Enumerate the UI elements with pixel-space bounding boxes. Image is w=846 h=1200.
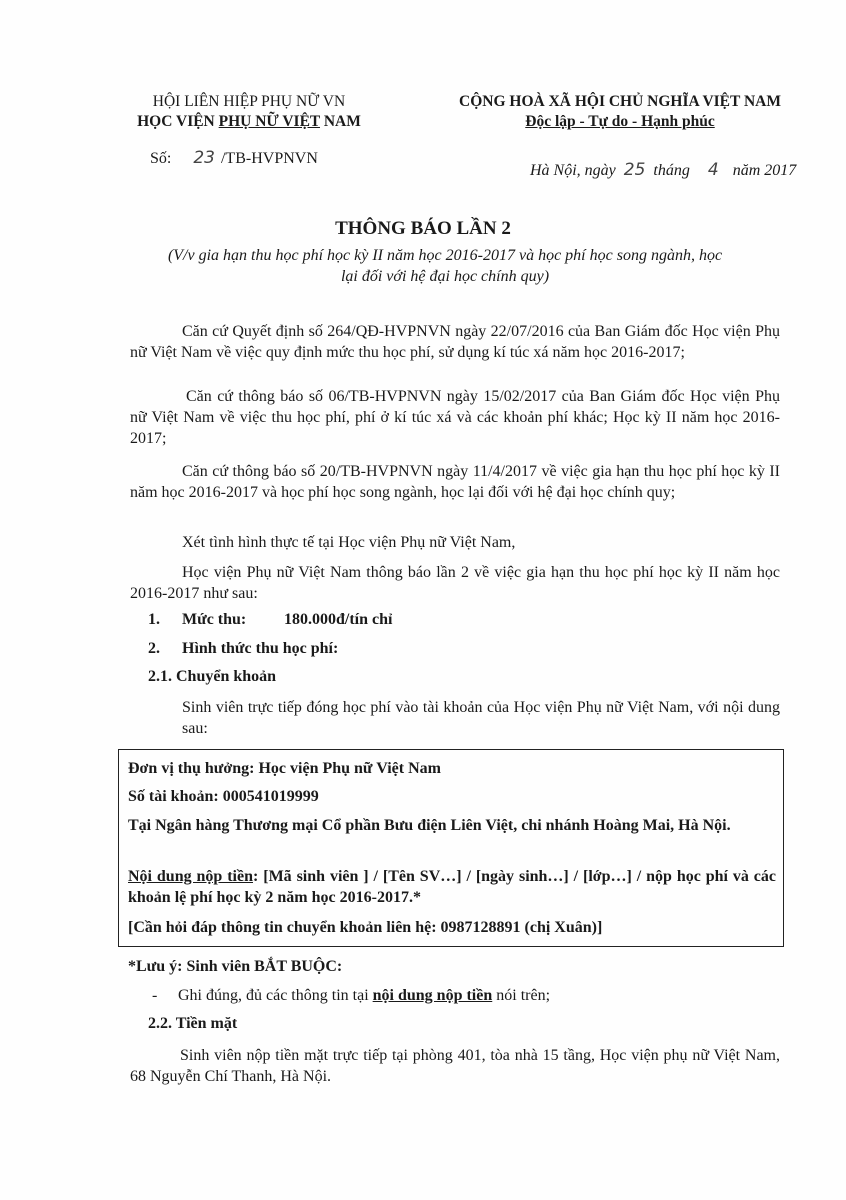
national-motto: Độc lập - Tự do - Hạnh phúc — [525, 113, 715, 130]
note-bullet: - Ghi đúng, đủ các thông tin tại nội dung nộp tiền nói trên; — [152, 987, 551, 1004]
page-subtitle: (V/v gia hạn thu học phí học kỳ II năm học 2016-2017 và học phí học song ngành, học lại đối với hệ đại học chính quy) — [167, 247, 723, 285]
paragraph-announcement: Học viện Phụ nữ Việt Nam thông báo lần 2 về việc gia hạn thu học phí học kỳ II năm học 2016-2017 như sau: — [130, 564, 780, 602]
country-name: CỘNG HOÀ XÃ HỘI CHỦ NGHĨA VIỆT NAM — [459, 93, 781, 110]
item-fee-rate: 1. Mức thu: 180.000đ/tín chỉ — [148, 611, 393, 628]
note-title: *Lưu ý: Sinh viên BẮT BUỘC: — [128, 958, 343, 975]
document-number: Số: 23 /TB-HVPNVN — [150, 148, 318, 168]
paragraph-legal-basis-2: Căn cứ thông báo số 06/TB-HVPNVN ngày 15/02/2017 của Ban Giám đốc Học viện Phụ nữ Việt Nam về việc thu học phí, phí ở kí túc xá và các khoản phí khác; Học kỳ II năm học 2016-2017; — [130, 388, 780, 447]
contact-line: [Cần hỏi đáp thông tin chuyển khoản liên hệ: 0987128891 (chị Xuân)] — [128, 919, 603, 936]
beneficiary-line: Đơn vị thụ hưởng: Học viện Phụ nữ Việt Nam — [128, 760, 441, 777]
page-title: THÔNG BÁO LẦN 2 — [335, 218, 511, 239]
cash-text: Sinh viên nộp tiền mặt trực tiếp tại phòng 401, tòa nhà 15 tầng, Học viện phụ nữ Việt Nam, 68 Nguyễn Chí Thanh, Hà Nội. — [130, 1047, 780, 1085]
paragraph-legal-basis-1: Căn cứ Quyết định số 264/QĐ-HVPNVN ngày 22/07/2016 của Ban Giám đốc Học viện Phụ nữ Việt Nam về việc quy định mức thu học phí, sử dụng kí túc xá năm học 2016-2017; — [130, 323, 780, 361]
org-header — [108, 92, 390, 132]
paragraph-situation: Xét tình hình thực tế tại Học viện Phụ nữ Việt Nam, — [182, 534, 516, 551]
org-name: HỌC VIỆN PHỤ NỮ VIỆT NAM — [137, 113, 361, 130]
handwritten-number: 23 — [193, 148, 215, 168]
paragraph-legal-basis-3: Căn cứ thông báo số 20/TB-HVPNVN ngày 11/4/2017 về việc gia hạn thu học phí học kỳ II năm học 2016-2017 và học phí học song ngành, học lại đối với hệ đại học chính quy; — [130, 463, 780, 501]
org-parent: HỘI LIÊN HIỆP PHỤ NỮ VN — [152, 93, 346, 110]
document-date: Hà Nội, ngày 25 tháng 4 năm 2017 — [530, 160, 797, 180]
bank-transfer-text: Sinh viên trực tiếp đóng học phí vào tài khoản của Học viện Phụ nữ Việt Nam, với nội dung sau: — [182, 699, 780, 737]
national-header — [430, 92, 810, 132]
item-payment-method: 2. Hình thức thu học phí: — [148, 640, 339, 657]
section-cash: 2.2. Tiền mặt — [148, 1015, 238, 1032]
account-number-line: Số tài khoản: 000541019999 — [128, 788, 319, 805]
section-bank-transfer: 2.1. Chuyển khoản — [148, 668, 277, 685]
bank-line: Tại Ngân hàng Thương mại Cổ phần Bưu điện Liên Việt, chi nhánh Hoàng Mai, Hà Nội. — [128, 817, 731, 834]
payment-content-line: Nội dung nộp tiền: [Mã sinh viên ] / [Tên SV…] / [ngày sinh…] / [lớp…] / nộp học phí và các khoản lệ phí học kỳ 2 năm học 2016-2017.* — [128, 868, 777, 906]
